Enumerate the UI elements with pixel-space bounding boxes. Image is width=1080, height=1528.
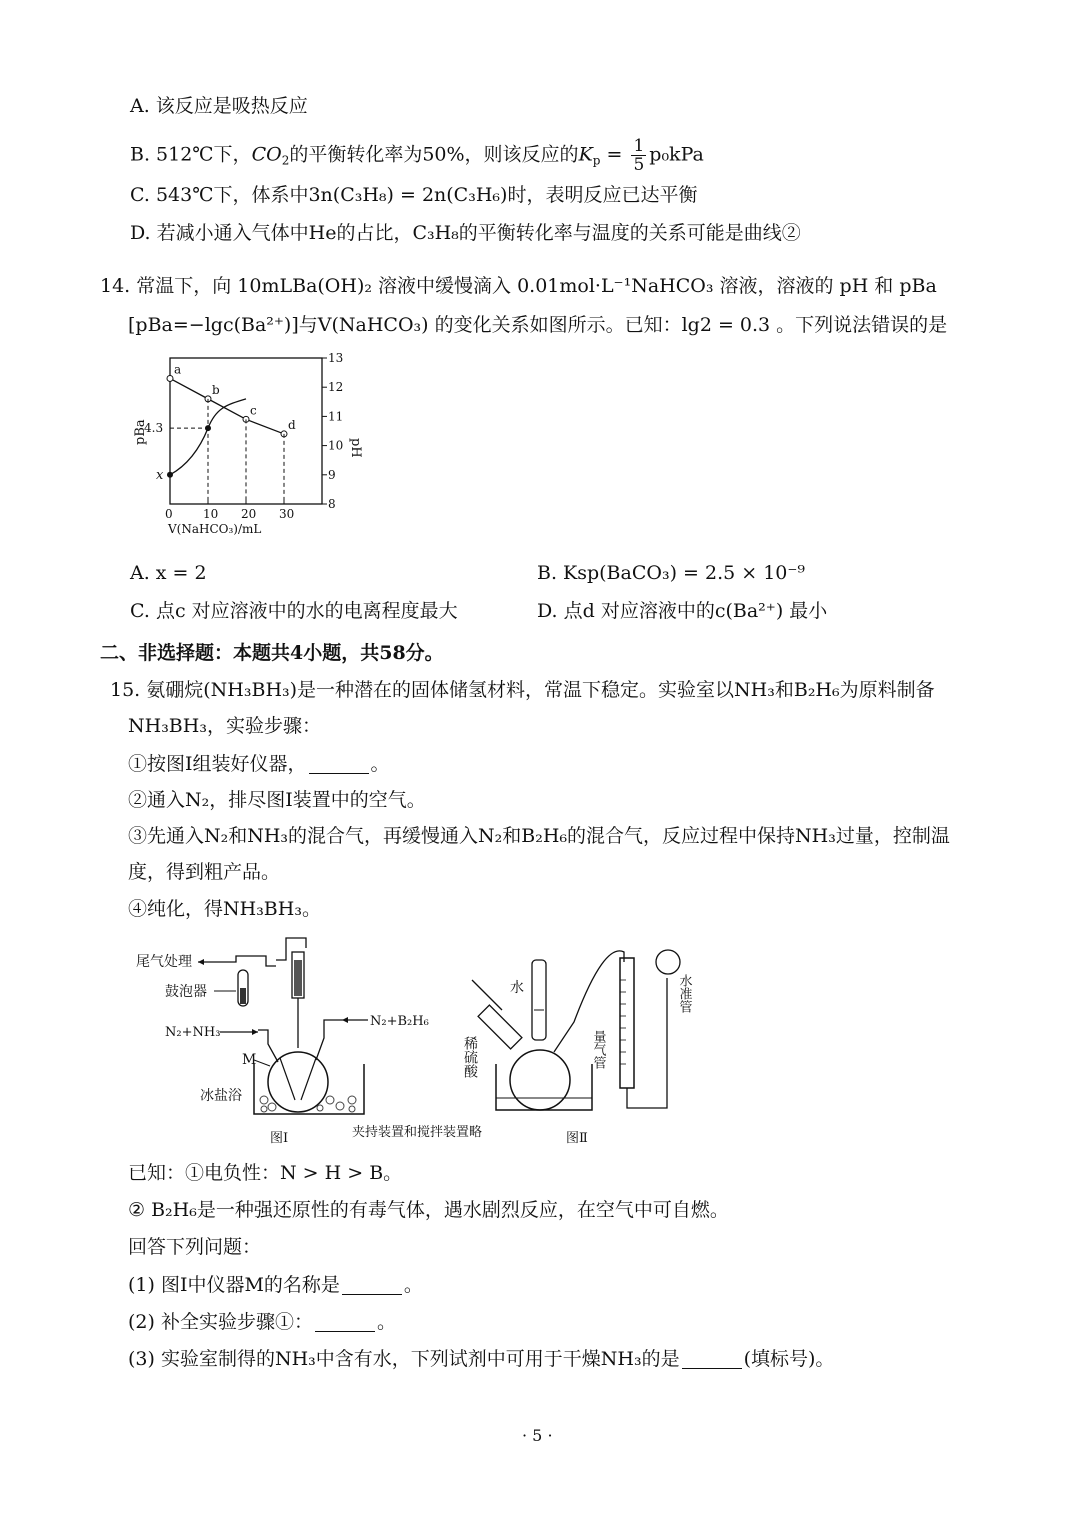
- q15-step1: ①按图Ⅰ组装好仪器， 。: [128, 753, 390, 775]
- point-label: d: [288, 417, 296, 432]
- q13-option-b: B. 512℃下，$CO_2$的平衡转化率为50%，则该反应的$K_p$ = $\frac{1}{5}$ p₀kPa: [130, 136, 704, 175]
- gas-burette: [620, 958, 634, 1088]
- q14-option-b: B. Ksp(BaCO₃) = 2.5 × 10⁻⁹: [537, 562, 806, 584]
- point-x: [167, 472, 173, 478]
- figure-note: 夹持装置和搅拌装置略: [352, 1125, 483, 1140]
- funnel-tube: [532, 960, 546, 1040]
- answer-blank: [309, 755, 369, 774]
- y-tick-label: 9: [328, 467, 336, 482]
- q15-stem-line2: NH₃BH₃，实验步骤：: [128, 715, 321, 737]
- figure-1-caption: 图Ⅰ: [270, 1131, 289, 1146]
- point-label: c: [250, 403, 257, 418]
- q14-option-d: D. 点d 对应溶液中的c(Ba²⁺) 最小: [537, 600, 828, 622]
- y-tick-label: 11: [328, 409, 344, 424]
- point-label: b: [212, 382, 220, 397]
- label-water: 水: [510, 980, 524, 996]
- q15-step4: ④纯化，得NH₃BH₃。: [128, 898, 321, 920]
- figure-2-caption: 图Ⅱ: [566, 1131, 588, 1146]
- axis-label-left: pBa: [133, 419, 148, 445]
- three-neck-flask: [268, 1052, 328, 1112]
- label-n2-nh3: N₂+NH₃: [165, 1025, 221, 1040]
- answer-blank: [682, 1350, 742, 1369]
- axis-label-right: pH: [348, 438, 363, 458]
- known-2: ② B₂H₆是一种强还原性的有毒气体，遇水剧烈反应，在空气中可自燃。: [128, 1199, 729, 1221]
- y-tick-label: 12: [328, 380, 344, 395]
- fraction: $\frac{1}{5}$: [633, 136, 645, 175]
- q14-stem-line1: 14. 常温下，向 10mLBa(OH)₂ 溶液中缓慢滴入 0.01mol·L⁻¹NaHCO₃ 溶液，溶液的 pH 和 pBa: [100, 275, 937, 297]
- left-tick-label: 4.3: [144, 421, 164, 436]
- q15-step2: ②通入N₂，排尽图Ⅰ装置中的空气。: [128, 789, 426, 811]
- x-tick-label: 10: [203, 507, 219, 521]
- q13-option-c: C. 543℃下，体系中3n(C₃H₈) = 2n(C₃H₆)时，表明反应已达平衡: [130, 184, 698, 206]
- y-tick-label: 10: [328, 438, 344, 453]
- label-gas-tube: 量气管: [590, 1030, 606, 1069]
- label-ice-bath: 冰盐浴: [200, 1088, 242, 1104]
- label-n2-b2h6: N₂+B₂H₆: [370, 1014, 429, 1029]
- round-flask: [510, 1050, 570, 1110]
- section-heading: 二、非选择题：本题共4小题，共58分。: [100, 642, 444, 664]
- label-bubbler: 鼓泡器: [165, 984, 207, 1000]
- sub-question-1: (1) 图Ⅰ中仪器M的名称是 。: [128, 1274, 423, 1296]
- answer-blank: [342, 1276, 402, 1295]
- q14-chart: [120, 343, 380, 548]
- point-label: a: [174, 362, 182, 377]
- y-tick-label: 8: [328, 497, 336, 511]
- x-tick-label: 0: [165, 507, 173, 521]
- q14-option-c: C. 点c 对应溶液中的水的电离程度最大: [130, 600, 458, 622]
- known-1: 已知：①电负性：N > H > B。: [128, 1162, 403, 1184]
- answer-blank: [315, 1313, 375, 1332]
- q15-stem-line1: 15. 氨硼烷(NH₃BH₃)是一种潜在的固体储氢材料，常温下稳定。实验室以NH₃和B₂H₆为原料制备: [110, 679, 935, 701]
- x-tick-label: 30: [279, 507, 295, 521]
- label-tail-gas: 尾气处理: [136, 954, 192, 970]
- q15-step3-line1: ③先通入N₂和NH₃的混合气，再缓慢通入N₂和B₂H₆的混合气，反应过程中保持NH₃过量，控制温: [128, 825, 950, 847]
- sub-question-3: (3) 实验室制得的NH₃中含有水，下列试剂中可用于干燥NH₃的是 (填标号)。: [128, 1348, 835, 1370]
- label-level-tube: 水准管: [676, 974, 692, 1013]
- axis-label-x: V(NaHCO₃)/mL: [168, 522, 262, 536]
- label-dilute-acid: 稀硫酸: [462, 1036, 478, 1078]
- left-tick-label: x: [156, 467, 164, 483]
- answer-intro: 回答下列问题：: [128, 1236, 262, 1258]
- point-a: [167, 375, 173, 381]
- label-m: M: [242, 1052, 257, 1068]
- q13-option-a: A. 该反应是吸热反应: [130, 95, 308, 117]
- level-bulb: [656, 950, 680, 974]
- y-tick-label: 13: [328, 351, 344, 365]
- syringe: [478, 1005, 522, 1049]
- chart-frame: [170, 358, 322, 504]
- q13-option-d: D. 若减小通入气体中He的占比，C₃H₈的平衡转化率与温度的关系可能是曲线②: [130, 222, 801, 244]
- page-number: · 5 ·: [522, 1426, 553, 1445]
- q14-option-a: A. x = 2: [130, 562, 207, 584]
- apparatus-figure: [130, 930, 730, 1150]
- q14-stem-line2: [pBa=−lgc(Ba²⁺)]与V(NaHCO₃) 的变化关系如图所示。已知：lg2 = 0.3 。下列说法错误的是: [128, 314, 948, 336]
- q15-step3-line2: 度，得到粗产品。: [128, 861, 281, 883]
- sub-question-2: (2) 补全实验步骤①： 。: [128, 1311, 396, 1333]
- x-tick-label: 20: [241, 507, 257, 521]
